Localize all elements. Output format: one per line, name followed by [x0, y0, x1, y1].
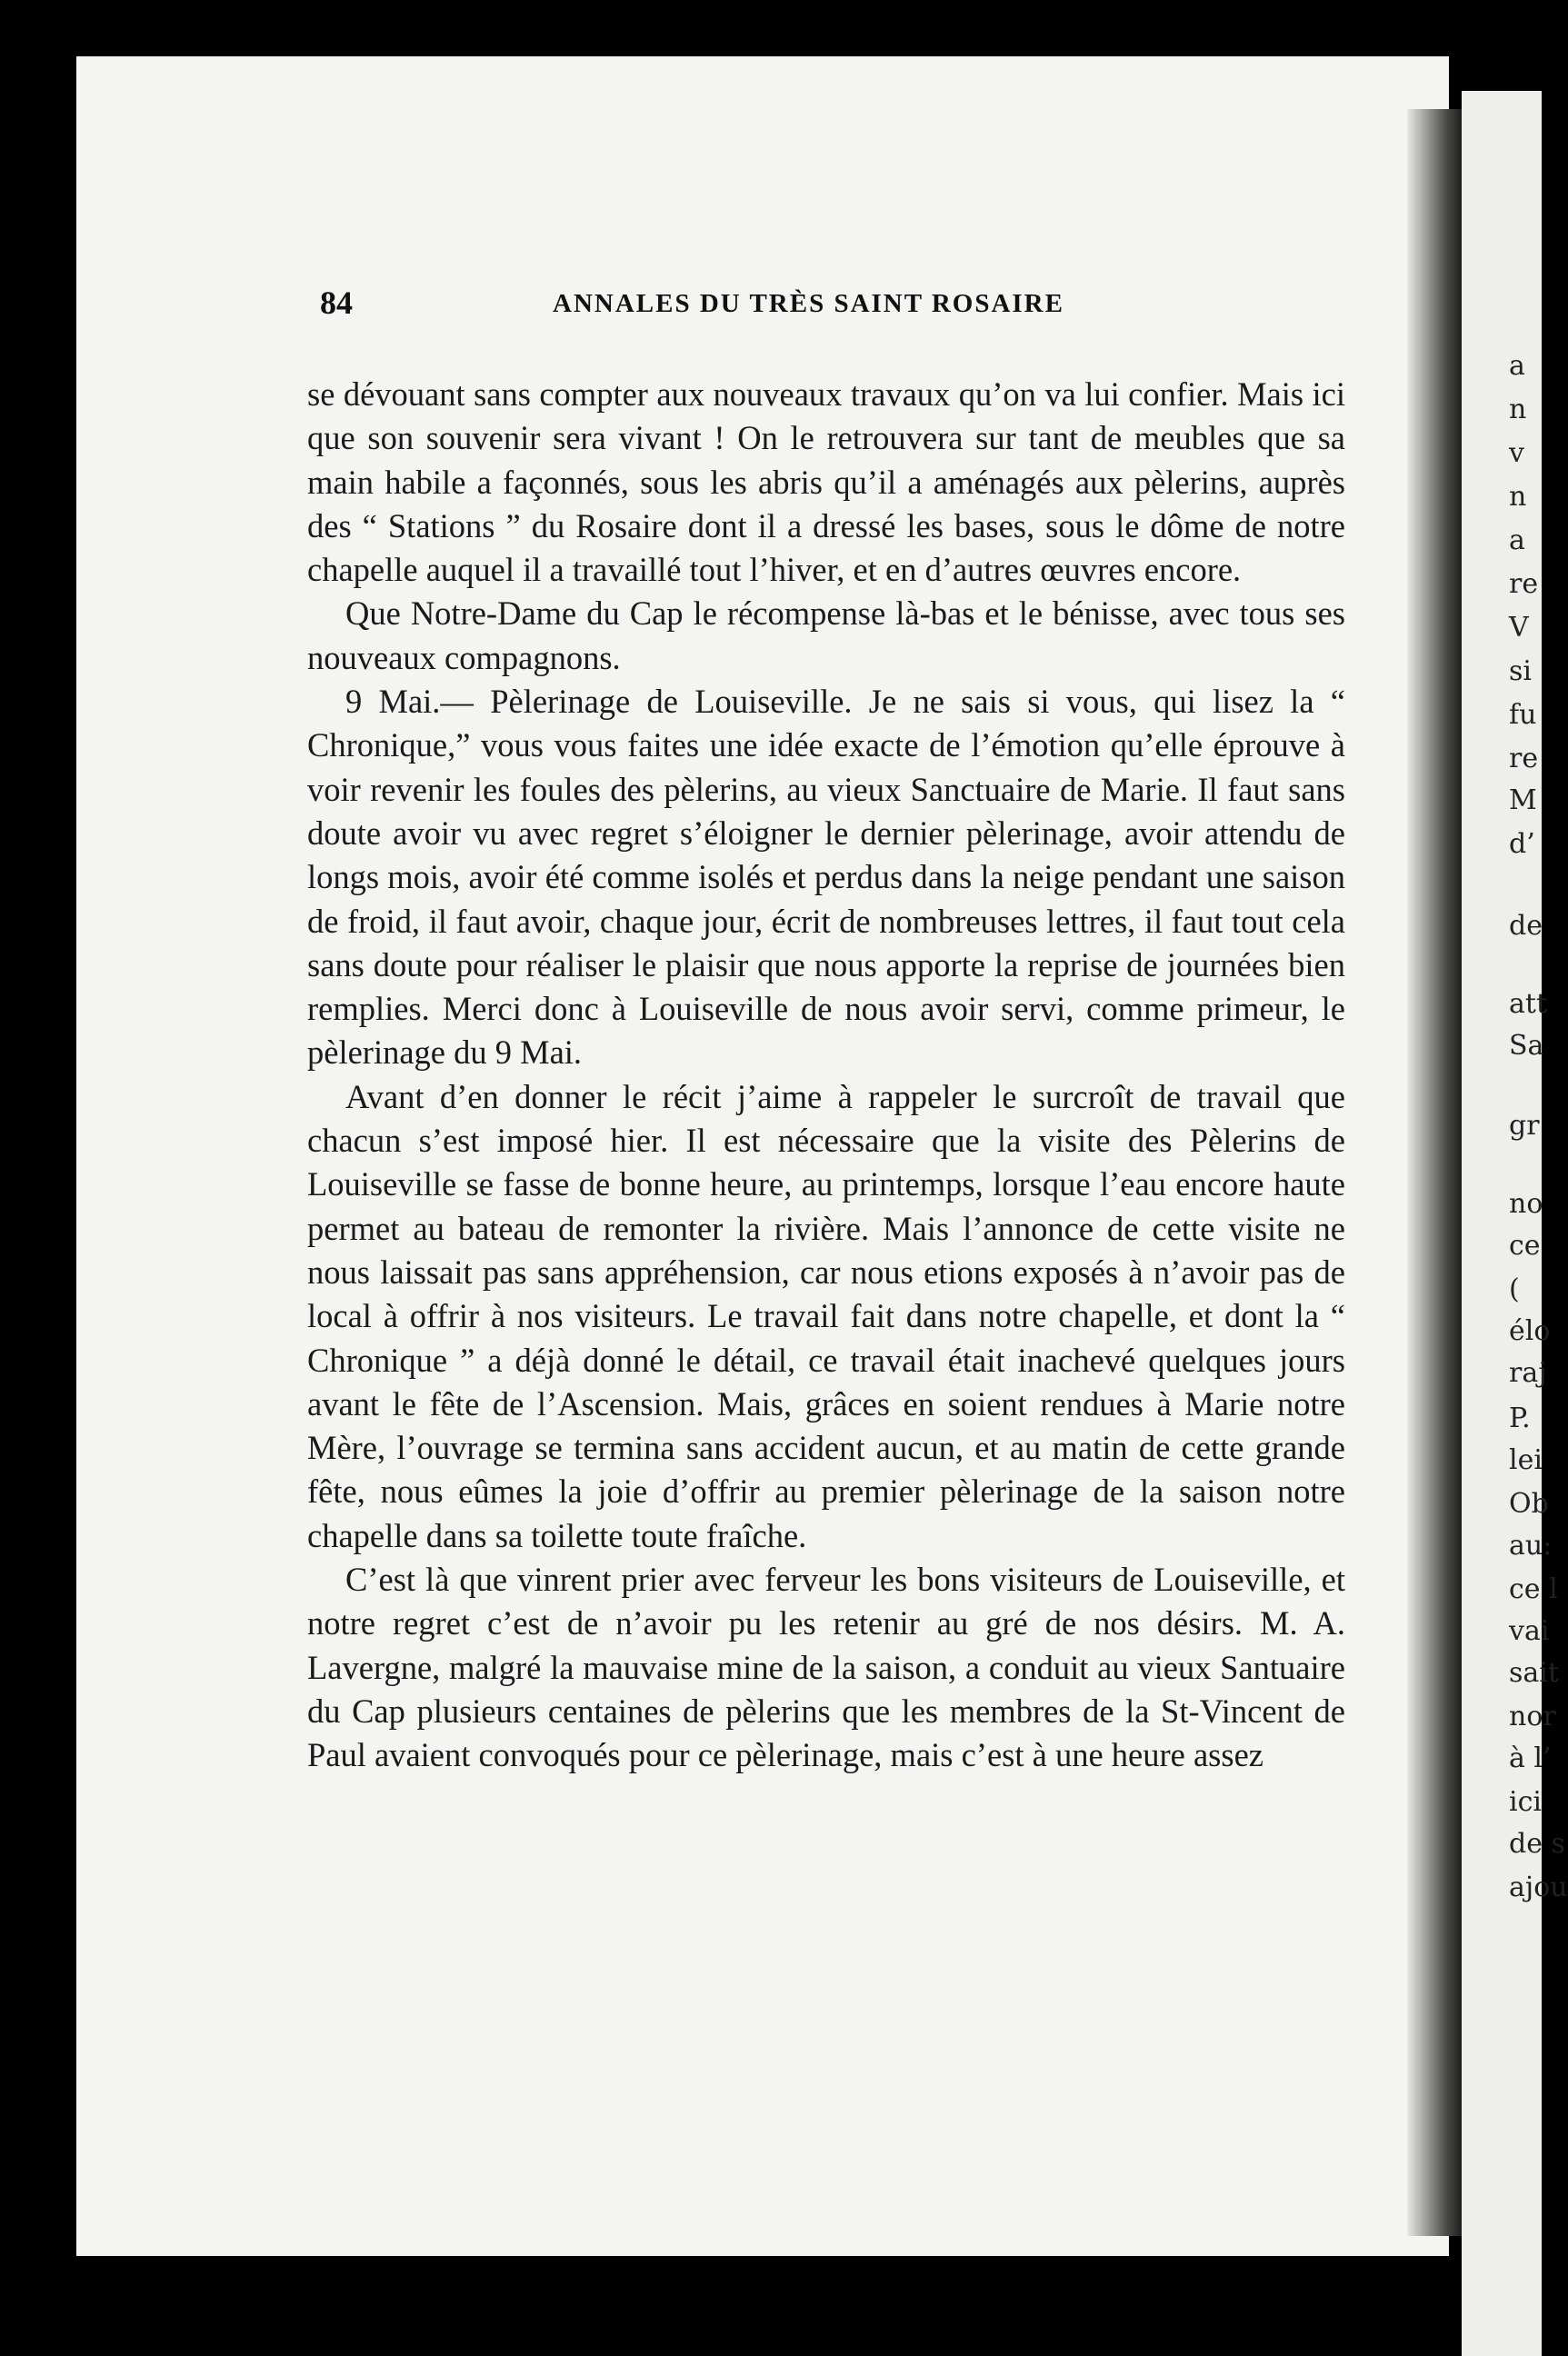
facing-page-fragment: n	[1509, 394, 1527, 425]
facing-page-fragment: ce l	[1509, 1573, 1558, 1605]
facing-page-fragment: v	[1509, 437, 1524, 469]
facing-page-fragment: re	[1509, 743, 1539, 774]
paragraph: C’est là que vinrent prier avec ferveur les bons visiteurs de Louiseville, et notre regret c’est de n’avoir pu les retenir au gré de nos désirs. M. A. Lavergne, malgré la mauvaise mine de la saison, a conduit au vieux Santuaire du Cap plusieurs centaines de pèlerins que les membres de la St-Vincent de Paul avaient convoqués pour ce pèlerinage, mais c’est à une heure assez	[307, 1561, 1345, 1774]
facing-page-fragment: ce	[1509, 1230, 1541, 1262]
facing-page-fragment: raj	[1509, 1357, 1547, 1389]
facing-page-fragment: sait	[1509, 1657, 1559, 1689]
facing-page-fragment: fu	[1509, 699, 1537, 731]
facing-page-fragment: P.	[1509, 1403, 1531, 1434]
facing-page-fragment: no	[1509, 1188, 1543, 1220]
facing-page-fragment: V	[1509, 612, 1529, 644]
facing-page-fragment: M	[1509, 784, 1537, 816]
facing-page-fragment: vai	[1509, 1615, 1550, 1647]
paragraph: Que Notre-Dame du Cap le récompense là-bas et le bénisse, avec tous ses nouveaux compagnons.	[307, 594, 1345, 676]
paragraph: se dévouant sans compter aux nouveaux travaux qu’on va lui confier. Mais ici que son souvenir sera vivant ! On le retrouvera sur tant de meubles que sa main habile a façonnés, sous les abris qu’il a aménagés aux pèlerins, auprès des “ Stations ” du Rosaire dont il a dressé les bases, sous le dôme de notre chapelle auquel il a travaillé tout l’hiver, et en d’autres œuvres encore.	[307, 375, 1345, 589]
facing-page-fragment: re	[1509, 568, 1539, 600]
facing-page-fragment: nor	[1509, 1701, 1556, 1732]
paragraph: 9 Mai.— Pèlerinage de Louiseville. Je ne sais si vous, qui lisez la “ Chronique,” vous vous faites une idée exacte de l’émotion qu’elle éprouve à voir revenir les foules des pèlerins, au vieux Sanctuaire de Marie. Il faut sans doute avoir vu avec regret s’éloigner le dernier pèlerinage, avoir attendu de longs mois, avoir été comme isolés et perdus dans la neige pendant une saison de froid, il faut avoir, chaque jour, écrit de nombreuses lettres, il faut tout cela sans doute pour réaliser le plaisir que nous apporte la reprise de journées bien remplies. Merci donc à Louiseville de nous avoir servi, comme primeur, le pèlerinage du 9 Mai.	[307, 683, 1345, 1072]
facing-page-fragment: d’	[1509, 828, 1535, 860]
facing-page-fragment: (	[1509, 1273, 1520, 1305]
facing-page-fragment: ajou	[1509, 1872, 1568, 1903]
facing-page-fragment: gr	[1509, 1110, 1540, 1142]
facing-page-fragment: Ob	[1509, 1488, 1549, 1520]
facing-page-fragment: de	[1509, 910, 1543, 942]
facing-page-fragment: Sa	[1509, 1030, 1544, 1062]
facing-page-fragment: n	[1509, 481, 1527, 513]
facing-page-fragment: élo	[1509, 1315, 1551, 1347]
facing-page-fragment: à l’	[1509, 1742, 1552, 1774]
facing-page-fragment: de s	[1509, 1828, 1565, 1860]
facing-page-fragment: si	[1509, 655, 1532, 687]
facing-page-fragment: a	[1509, 350, 1525, 382]
facing-page-fragment: lei	[1509, 1444, 1543, 1476]
paragraph: Avant d’en donner le récit j’aime à rappeler le surcroît de travail que chacun s’est imposé hier. Il est nécessaire que la visite des Pèlerins de Louiseville se fasse de bonne heure, au printemps, lorsque l’eau encore haute permet au bateau de remonter la rivière. Mais l’annonce de cette visite ne nous laissait pas sans appréhension, car nous etions exposés à n’avoir pas de local à offrir à nos visiteurs. Le travail fait dans notre chapelle, et dont la “ Chronique ” a déjà donné le détail, ce travail était inachevé quelques jours avant le fête de l’Ascension. Mais, grâces en soient rendues à Marie notre Mère, l’ouvrage se termina sans accident aucun, et au matin de cette grande fête, nous eûmes la joie d’offrir au premier pèlerinage de la saison notre chapelle dans sa toilette toute fraîche.	[307, 1077, 1345, 1554]
running-head: ANNALES DU TRÈS SAINT ROSAIRE	[553, 289, 1064, 318]
facing-page-fragment: a	[1509, 524, 1525, 556]
page-header	[320, 284, 1347, 338]
facing-page-edge	[1462, 91, 1568, 2356]
body-text	[307, 373, 1345, 1778]
facing-page-fragment: au:	[1509, 1530, 1553, 1562]
facing-page-fragment: att	[1509, 988, 1547, 1020]
page-gutter-shadow	[1407, 109, 1463, 2236]
page-number: 84	[320, 285, 353, 321]
facing-page-fragment: ici	[1509, 1786, 1542, 1818]
